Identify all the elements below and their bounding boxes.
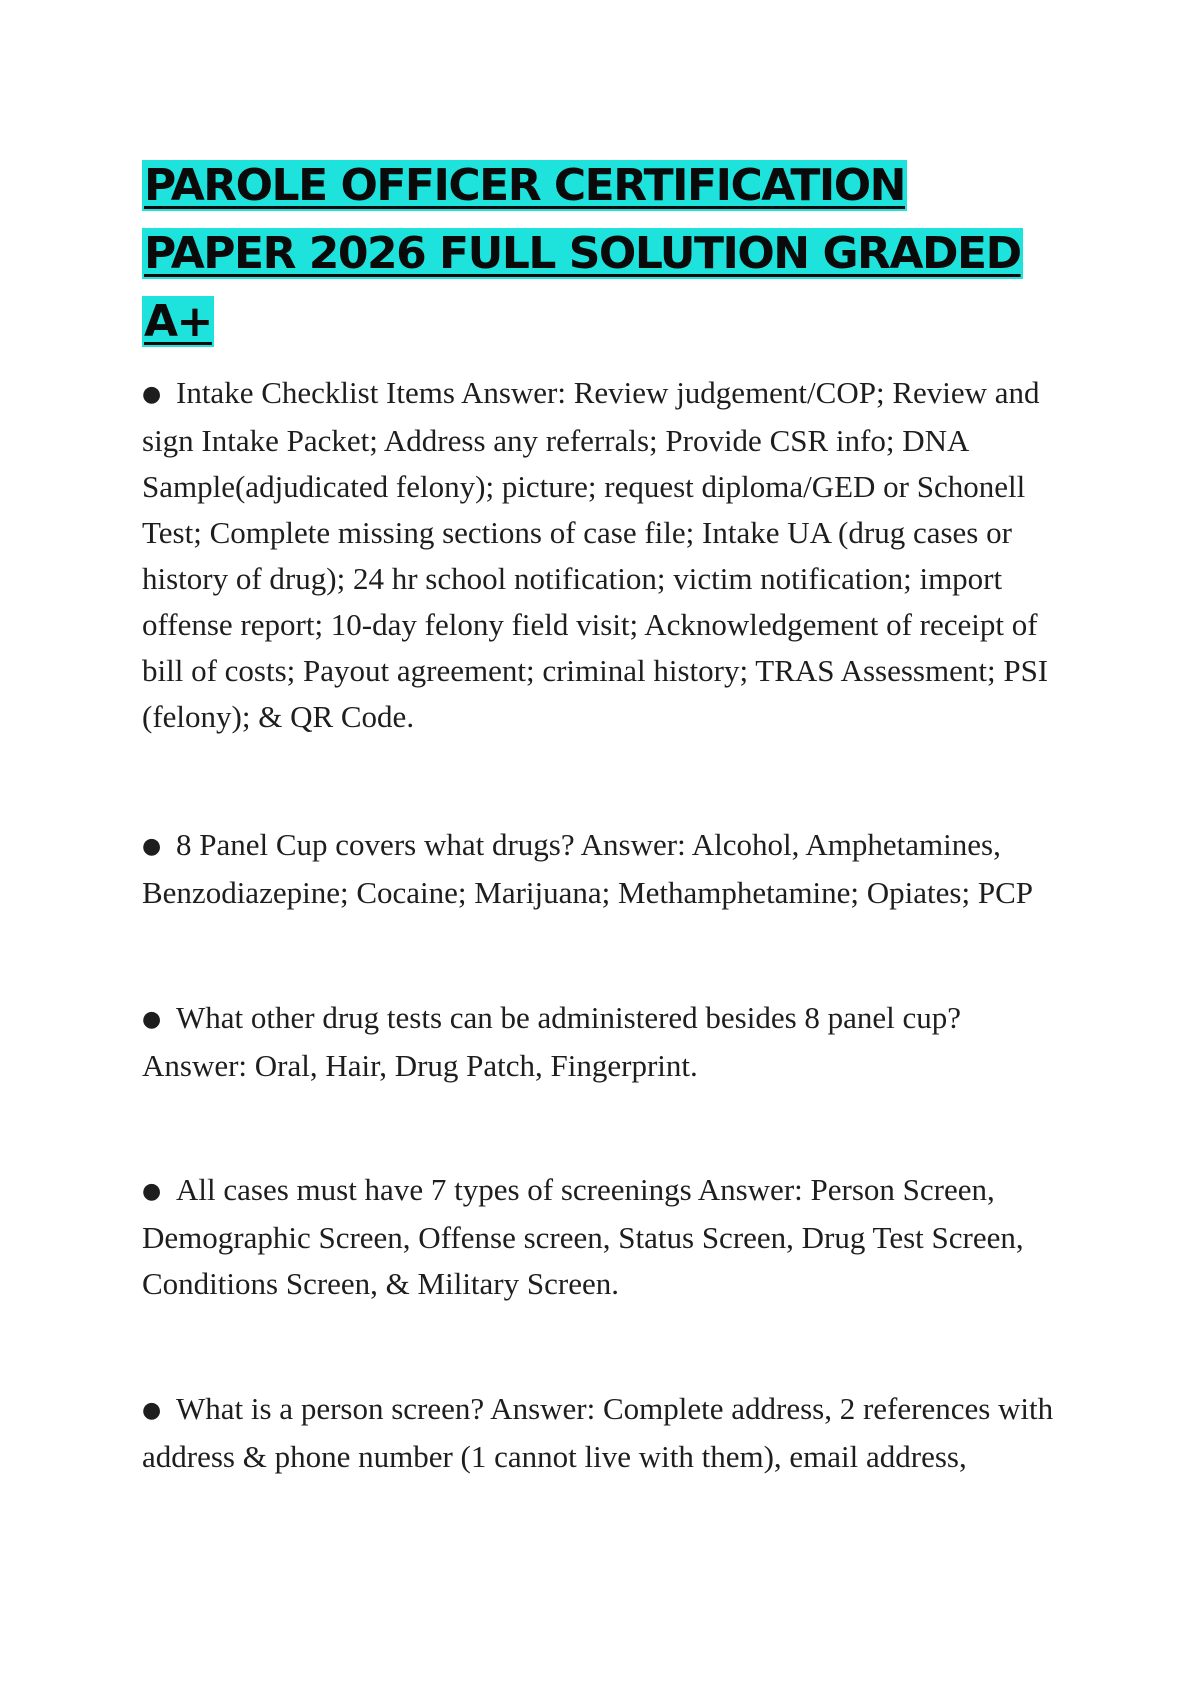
qa-item-text: What other drug tests can be administered besides 8 panel cup? Answer: Oral, Hair, Drug Patch, Fingerprint. <box>142 1000 962 1083</box>
bullet-icon: ● <box>142 382 162 407</box>
qa-item-text: 8 Panel Cup covers what drugs? Answer: Alcohol, Amphetamines, Benzodiazepine; Cocaine; Marijuana; Methamphetamine; Opiates; PCP <box>142 827 1034 910</box>
qa-item-text: All cases must have 7 types of screenings Answer: Person Screen, Demographic Screen, Offense screen, Status Screen, Drug Test Screen, Conditions Screen, & Military Screen. <box>142 1172 1024 1301</box>
title-highlight: PAROLE OFFICER CERTIFICATION PAPER 2026 FULL SOLUTION GRADED A+ <box>144 160 1021 347</box>
qa-item-intake-checklist <box>142 370 1072 740</box>
qa-item-person-screen <box>142 1386 1072 1480</box>
qa-item-screenings <box>142 1167 1072 1307</box>
bullet-icon: ● <box>142 834 162 859</box>
document-title <box>142 152 1062 356</box>
qa-item-text: What is a person screen? Answer: Complete address, 2 references with address & phone number (1 cannot live with them), email address, <box>142 1391 1054 1474</box>
bullet-icon: ● <box>142 1398 162 1423</box>
bullet-icon: ● <box>142 1179 162 1204</box>
qa-item-other-drug-tests <box>142 995 1072 1089</box>
bullet-icon: ● <box>142 1007 162 1032</box>
qa-item-8-panel-cup <box>142 822 1072 916</box>
qa-item-text: Intake Checklist Items Answer: Review judgement/COP; Review and sign Intake Packet; Address any referrals; Provide CSR info; DNA Sample(adjudicated felony); picture; request diploma/GED or Schonell Test; Complete missing sections of case file; Intake UA (drug cases or history of drug); 24 hr school notification; victim notification; import offense report; 10-day felony field visit; Acknowledgement of receipt of bill of costs; Payout agreement; criminal history; TRAS Assessment; PSI (felony); & QR Code. <box>142 375 1049 734</box>
